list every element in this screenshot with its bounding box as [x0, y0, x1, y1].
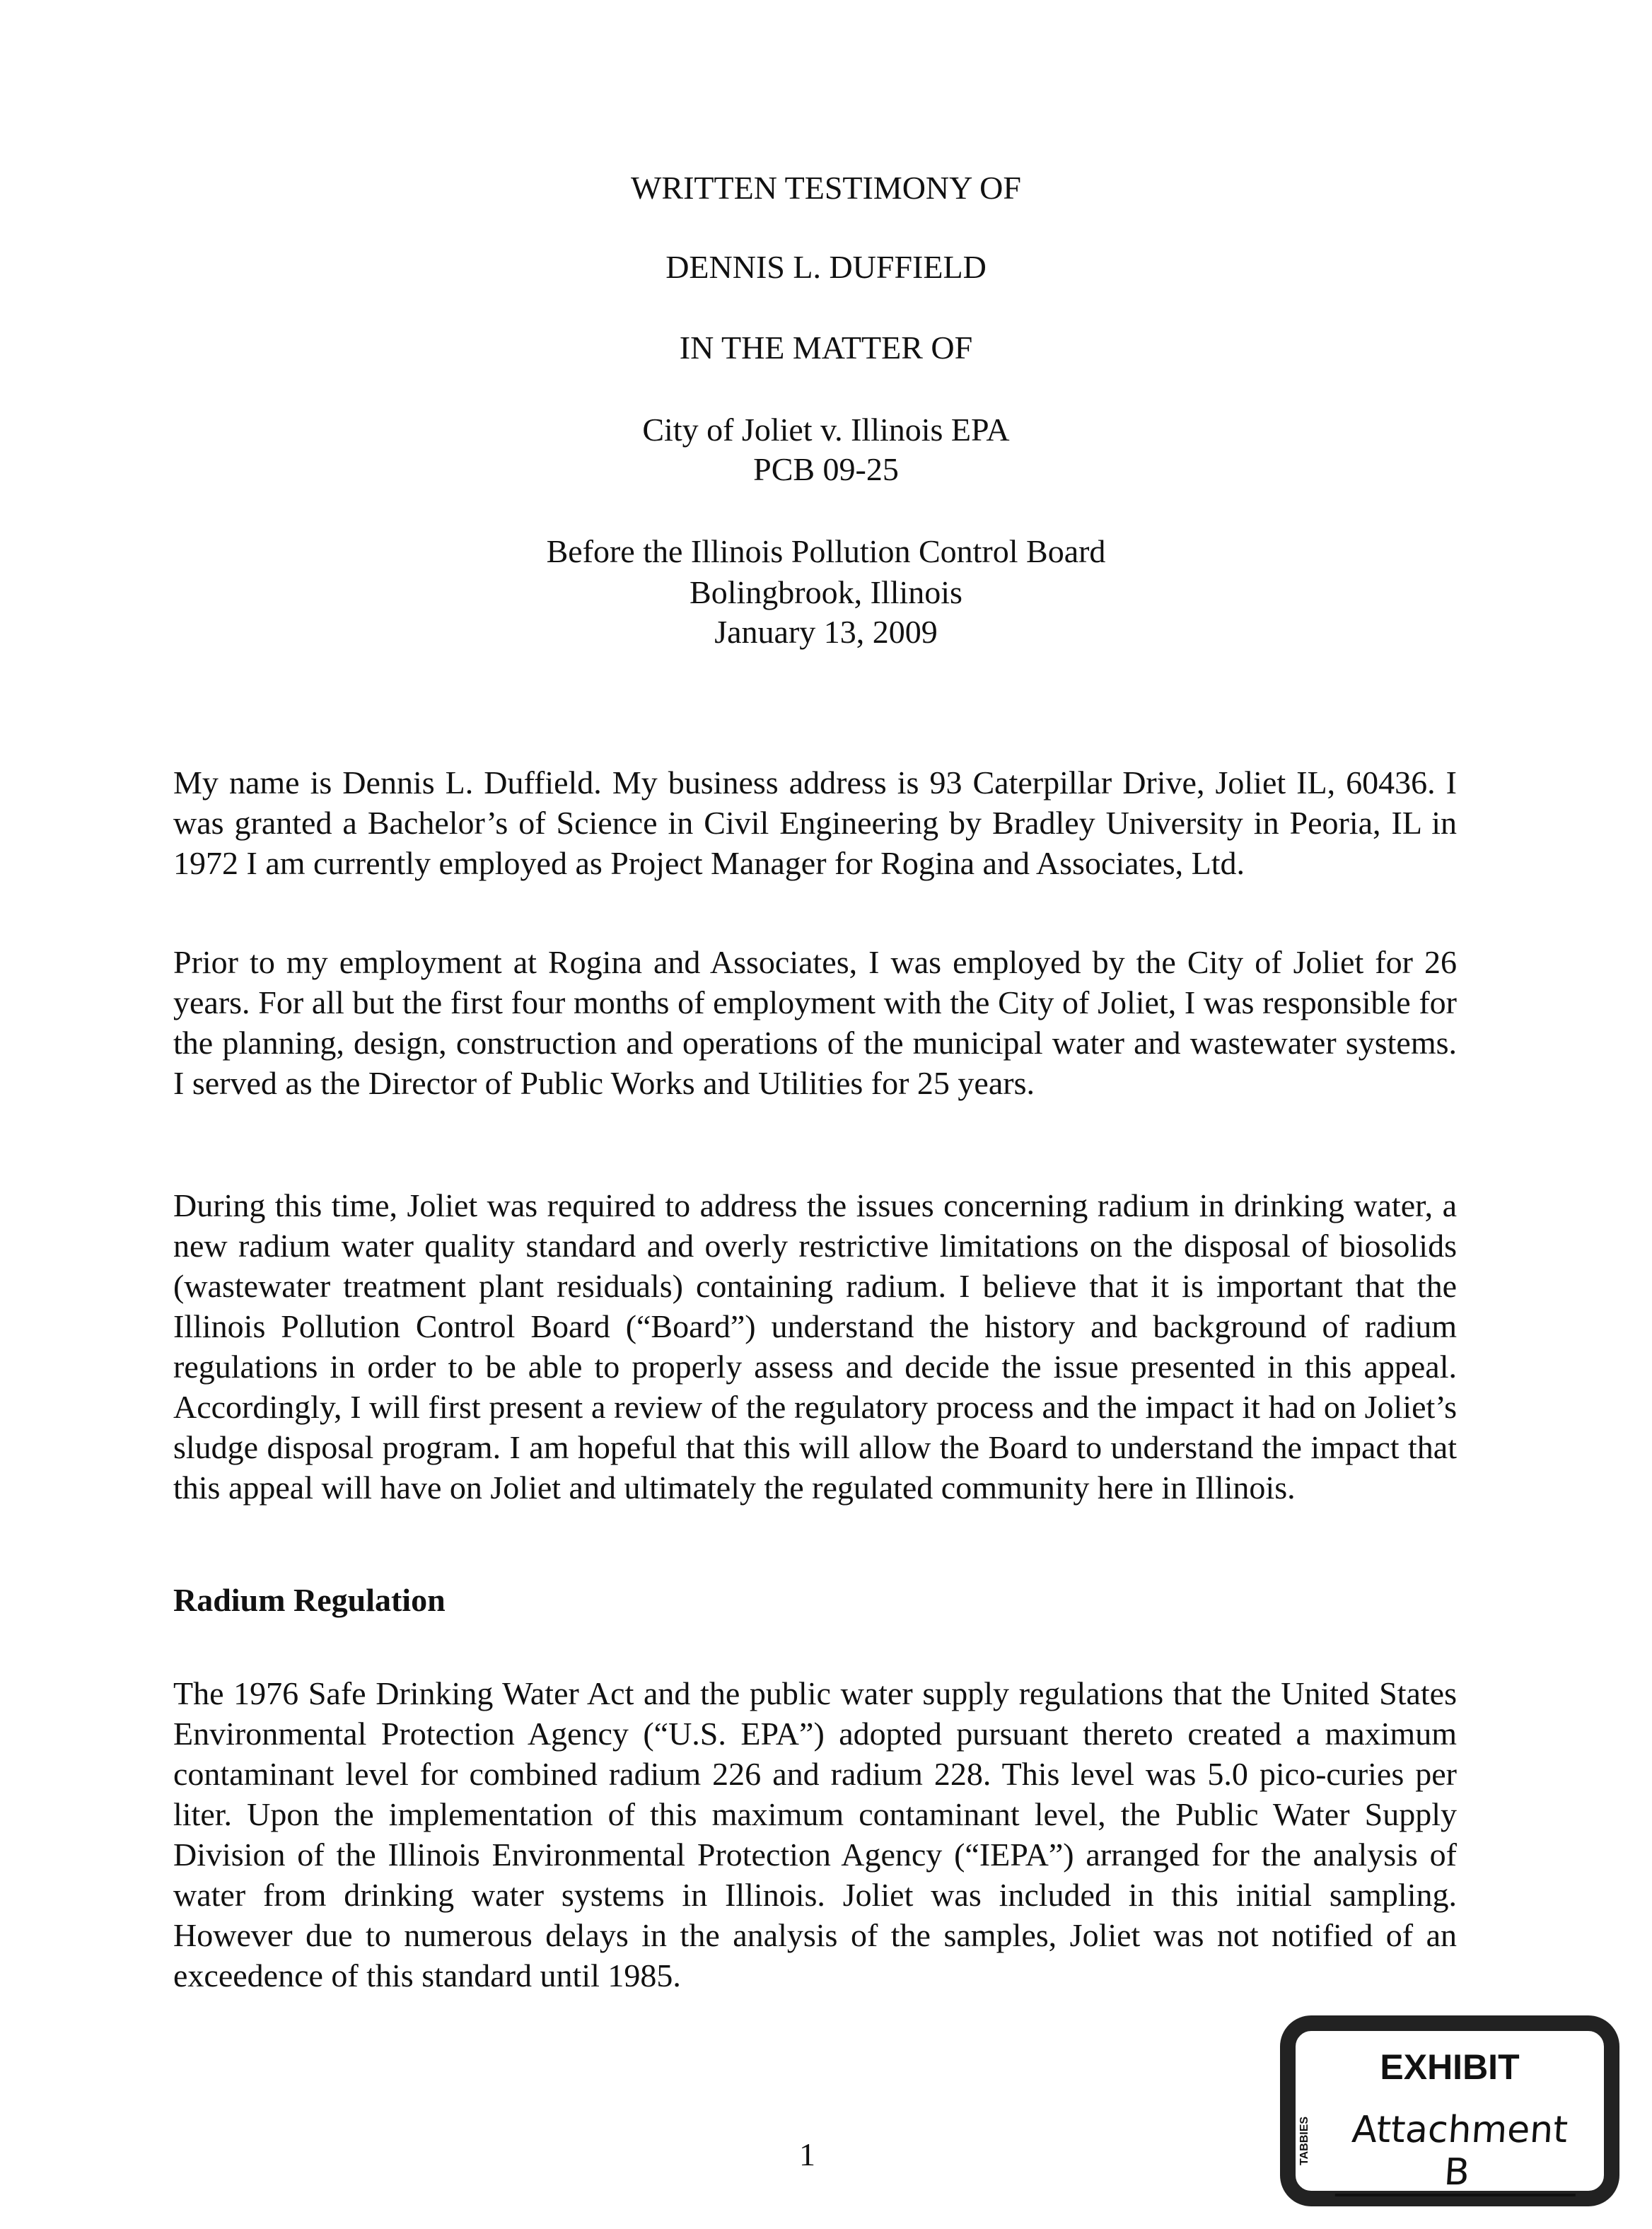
paragraph-employment: Prior to my employment at Rogina and Associates, I was employed by the City of Joliet for 26 years. For all but the first four months of employment with the City of Joliet, I was responsible for the planning, design, construction and operations of the municipal water and wastewater systems. I served as the Director of Public Works and Utilities for 25 years. [173, 944, 1457, 1101]
handwritten-attachment-label: Attachment B [1335, 2109, 1582, 2196]
page-number: 1 [799, 2136, 815, 2172]
hearing-location: Bolingbrook, Illinois [690, 574, 962, 610]
paragraph-introduction: My name is Dennis L. Duffield. My business address is 93 Caterpillar Drive, Joliet IL, 60436. I was granted a Bachelor’s of Science in Civil Engineering by Bradley University in Peoria, IL in 1972 I am currently employed as Project Manager for Rogina and Associates, Ltd. [173, 764, 1457, 881]
exhibit-label: EXHIBIT [1380, 2047, 1520, 2087]
paragraph-radium-regulation: The 1976 Safe Drinking Water Act and the public water supply regulations that the United States Environmental Protection Agency (“U.S. EPA”) adopted pursuant thereto created a maximum contaminant level for combined radium 226 and radium 228. This level was 5.0 pico-curies per liter. Upon the implementation of this maximum contaminant level, the Public Water Supply Division of the Illinois Environmental Protection Agency (“IEPA”) arranged for the analysis of water from drinking water systems in Illinois. Joliet was included in this initial sampling. However due to numerous delays in the analysis of the samples, Joliet was not notified of an exceedence of this standard until 1985. [173, 1675, 1457, 1994]
hearing-date: January 13, 2009 [714, 614, 938, 650]
stamp-brand: TABBIES [1298, 2116, 1310, 2165]
case-number: PCB 09-25 [753, 451, 899, 487]
exhibit-stamp [1280, 2015, 1619, 2206]
paragraph-purpose: During this time, Joliet was required to address the issues concerning radium in drinking water, a new radium water quality standard and overly restrictive limitations on the disposal of biosolids (wastewater treatment plant residuals) containing radium. I believe that it is important that the Illinois Pollution Control Board (“Board”) understand the history and background of radium regulations in order to be able to properly assess and decide the issue presented in this appeal. Accordingly, I will first present a review of the regulatory process and the impact it had on Joliet’s sludge disposal program. I am hopeful that this will allow the Board to understand the impact that this appeal will have on Joliet and ultimately the regulated community here in Illinois. [173, 1187, 1457, 1506]
matter-label: IN THE MATTER OF [679, 330, 973, 366]
document-title: WRITTEN TESTIMONY OF [631, 170, 1021, 206]
board-name: Before the Illinois Pollution Control Board [546, 533, 1106, 569]
section-heading: Radium Regulation [173, 1582, 446, 1618]
witness-name: DENNIS L. DUFFIELD [665, 249, 987, 285]
case-name: City of Joliet v. Illinois EPA [642, 412, 1010, 448]
